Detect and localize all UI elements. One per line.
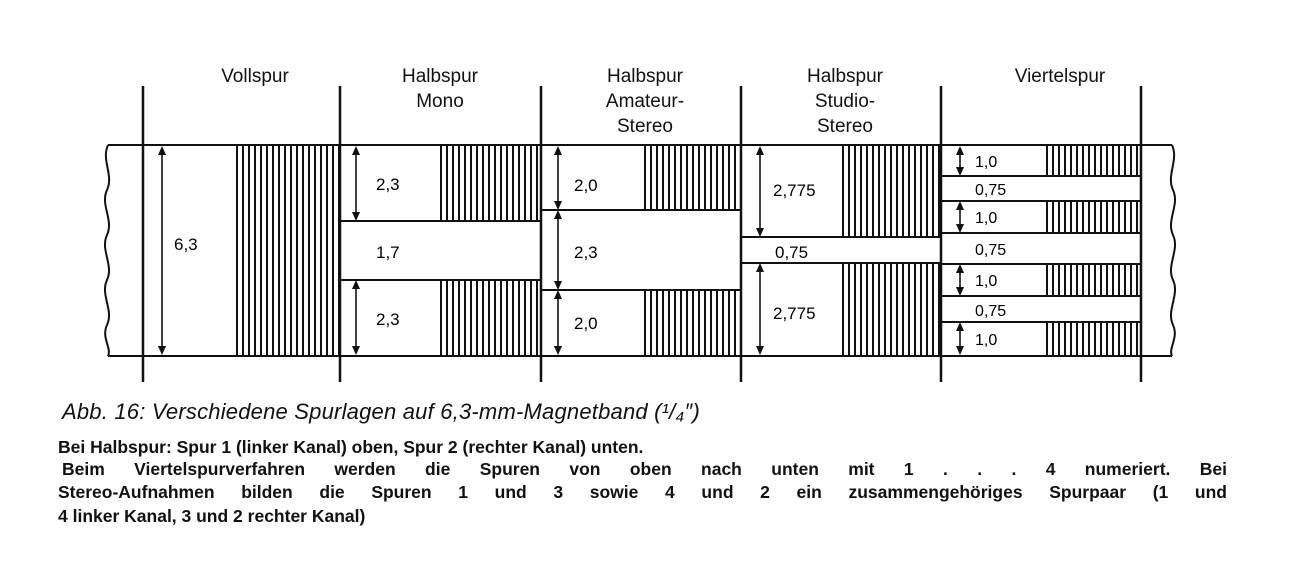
tape-right-edge	[1171, 145, 1175, 356]
track-fill	[232, 146, 339, 355]
guard-band-label: 0,75	[775, 243, 809, 262]
track-3-label: 1,0	[975, 273, 998, 290]
arrow-head-down	[158, 346, 166, 355]
track-1-fill	[838, 146, 940, 237]
track-1-label: 2,0	[574, 176, 598, 195]
figure-caption-title: Abb. 16: Verschiedene Spurlagen auf 6,3-mm-Magnetband (¹/₄″)	[62, 399, 701, 424]
track-2-label: 2,775	[773, 304, 816, 323]
track-2-fill	[838, 263, 940, 355]
header-viertelspur: Viertelspur	[1014, 66, 1106, 87]
track-1-fill	[438, 146, 540, 221]
track-4-label: 1,0	[975, 332, 998, 349]
track-2-label: 2,3	[376, 310, 400, 329]
header-vollspur: Vollspur	[221, 66, 289, 87]
track-1-label: 2,775	[773, 181, 816, 200]
guard-band-3-label: 0,75	[975, 303, 1007, 320]
track-2-fill	[1045, 201, 1140, 233]
guard-band-2-label: 0,75	[975, 242, 1007, 259]
dimension-label: 6,3	[174, 235, 198, 254]
caption-line-4: 4 linker Kanal, 3 und 2 rechter Kanal)	[58, 506, 366, 526]
track-4-fill	[1045, 322, 1140, 355]
track-1-label: 2,3	[376, 175, 400, 194]
section-vollspur	[158, 146, 339, 355]
guard-band-label: 2,3	[574, 243, 598, 262]
track-2-fill	[438, 280, 540, 355]
section-halbspur-amateur-stereo	[541, 146, 740, 355]
track-2-fill	[640, 290, 740, 355]
header-halbspur-amateur-stereo: Halbspur Amateur- Stereo	[605, 66, 685, 137]
guard-band-1-label: 0,75	[975, 182, 1007, 199]
caption-line-2: Beim Viertelspurverfahren werden die Spuren von oben nach unten mit 1 . . . 4 numeriert. Bei	[62, 459, 1227, 479]
track-1-fill	[1045, 146, 1140, 176]
track-2-label: 1,0	[975, 210, 998, 227]
guard-band-label: 1,7	[376, 243, 400, 262]
caption-line-1: Bei Halbspur: Spur 1 (linker Kanal) oben, Spur 2 (rechter Kanal) unten.	[58, 437, 644, 457]
header-halbspur-mono: Halbspur Mono	[401, 66, 479, 112]
track-1-label: 1,0	[975, 154, 998, 171]
arrow-head-up	[158, 146, 166, 155]
track-3-fill	[1045, 264, 1140, 296]
tape-left-edge	[105, 145, 109, 356]
section-halbspur-mono	[340, 146, 540, 355]
section-halbspur-studio-stereo	[741, 146, 940, 355]
header-halbspur-studio-stereo: Halbspur Studio- Stereo	[806, 66, 884, 137]
section-viertelspur	[941, 146, 1140, 355]
caption-line-3: Stereo-Aufnahmen bilden die Spuren 1 und 3 sowie 4 und 2 ein zusammengehöriges Spurpaar (1 und	[58, 482, 1227, 502]
track-1-fill	[640, 146, 740, 210]
track-2-label: 2,0	[574, 314, 598, 333]
